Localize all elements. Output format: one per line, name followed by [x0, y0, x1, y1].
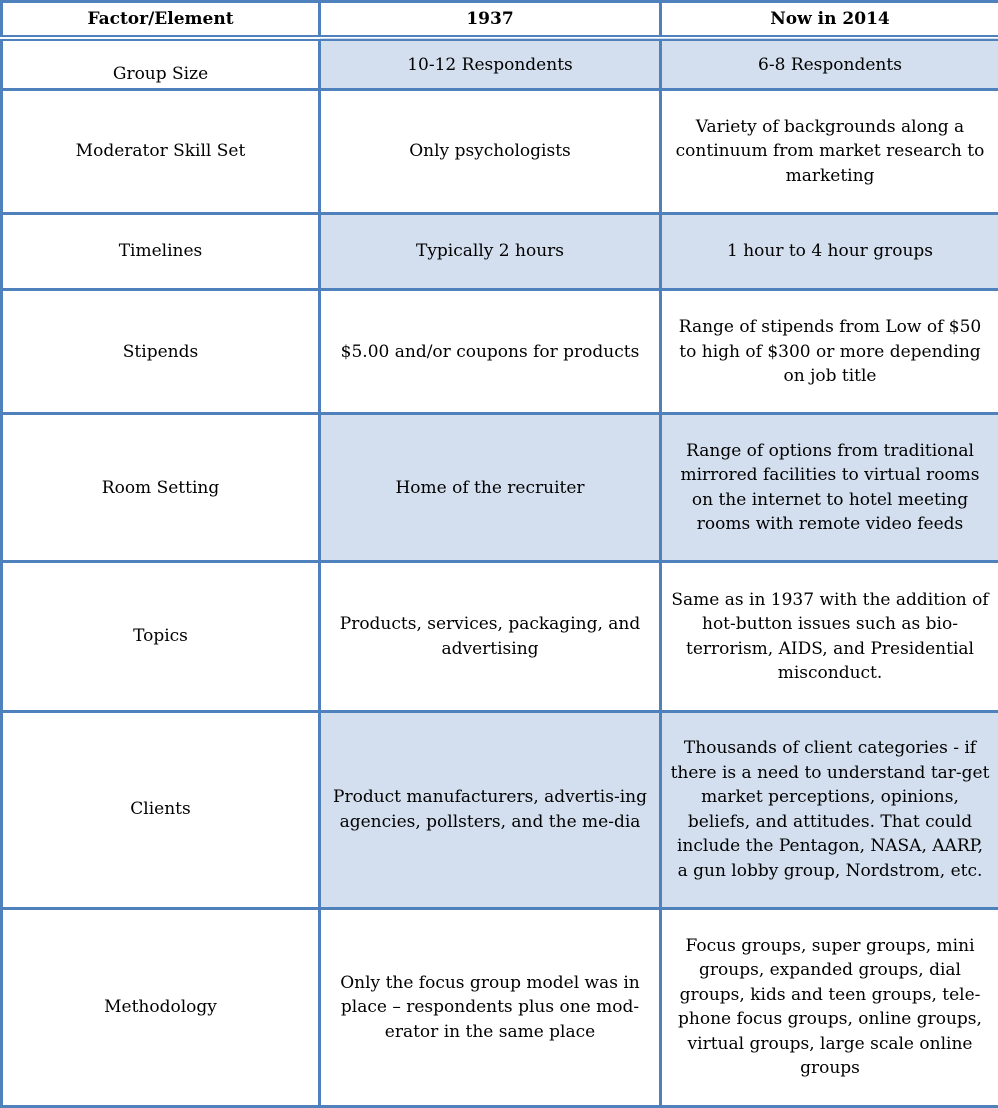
value-2014-cell: Thousands of client categories - if there is a need to understand tar-get market perceptions, opinions, beliefs, and attitudes. That could include the Pentagon, NASA, AARP, a gun lobby group, Nordstrom, etc. — [661, 711, 998, 908]
row-room-setting — [2, 414, 998, 562]
row-timelines — [2, 214, 998, 290]
value-2014-cell: Range of options from traditional mirrored facilities to virtual rooms on the internet to hotel meeting rooms with remote video feeds — [661, 414, 998, 562]
header-row — [2, 2, 998, 38]
value-1937-cell: Typically 2 hours — [320, 214, 661, 290]
header-1937: 1937 — [320, 2, 661, 38]
factor-cell: Group Size — [2, 38, 320, 90]
factor-cell: Clients — [2, 711, 320, 908]
value-2014-cell: 6-8 Respondents — [661, 38, 998, 90]
row-clients — [2, 711, 998, 908]
value-1937-cell: Only psychologists — [320, 90, 661, 214]
value-1937-cell: 10-12 Respondents — [320, 38, 661, 90]
factor-cell: Methodology — [2, 908, 320, 1106]
row-moderator-skill-set — [2, 90, 998, 214]
value-2014-cell: Variety of backgrounds along a continuum from market research to marketing — [661, 90, 998, 214]
factor-cell: Timelines — [2, 214, 320, 290]
value-2014-cell: Range of stipends from Low of $50 to high of $300 or more depending on job title — [661, 290, 998, 414]
value-1937-cell: $5.00 and/or coupons for products — [320, 290, 661, 414]
row-topics — [2, 562, 998, 711]
value-1937-cell: Products, services, packaging, and advertising — [320, 562, 661, 711]
row-methodology — [2, 908, 998, 1106]
factor-cell: Stipends — [2, 290, 320, 414]
header-now-2014: Now in 2014 — [661, 2, 998, 38]
header-factor-element: Factor/Element — [2, 2, 320, 38]
factor-cell: Topics — [2, 562, 320, 711]
value-2014-cell: Same as in 1937 with the addition of hot-button issues such as bio-terrorism, AIDS, and Presidential misconduct. — [661, 562, 998, 711]
value-2014-cell: Focus groups, super groups, mini groups, expanded groups, dial groups, kids and teen groups, tele-phone focus groups, online groups, virtual groups, large scale online groups — [661, 908, 998, 1106]
factor-cell: Room Setting — [2, 414, 320, 562]
row-stipends — [2, 290, 998, 414]
value-1937-cell: Only the focus group model was in place – respondents plus one mod-erator in the same place — [320, 908, 661, 1106]
value-2014-cell: 1 hour to 4 hour groups — [661, 214, 998, 290]
value-1937-cell: Product manufacturers, advertis-ing agencies, pollsters, and the me-dia — [320, 711, 661, 908]
row-group-size — [2, 38, 998, 90]
factor-cell: Moderator Skill Set — [2, 90, 320, 214]
value-1937-cell: Home of the recruiter — [320, 414, 661, 562]
